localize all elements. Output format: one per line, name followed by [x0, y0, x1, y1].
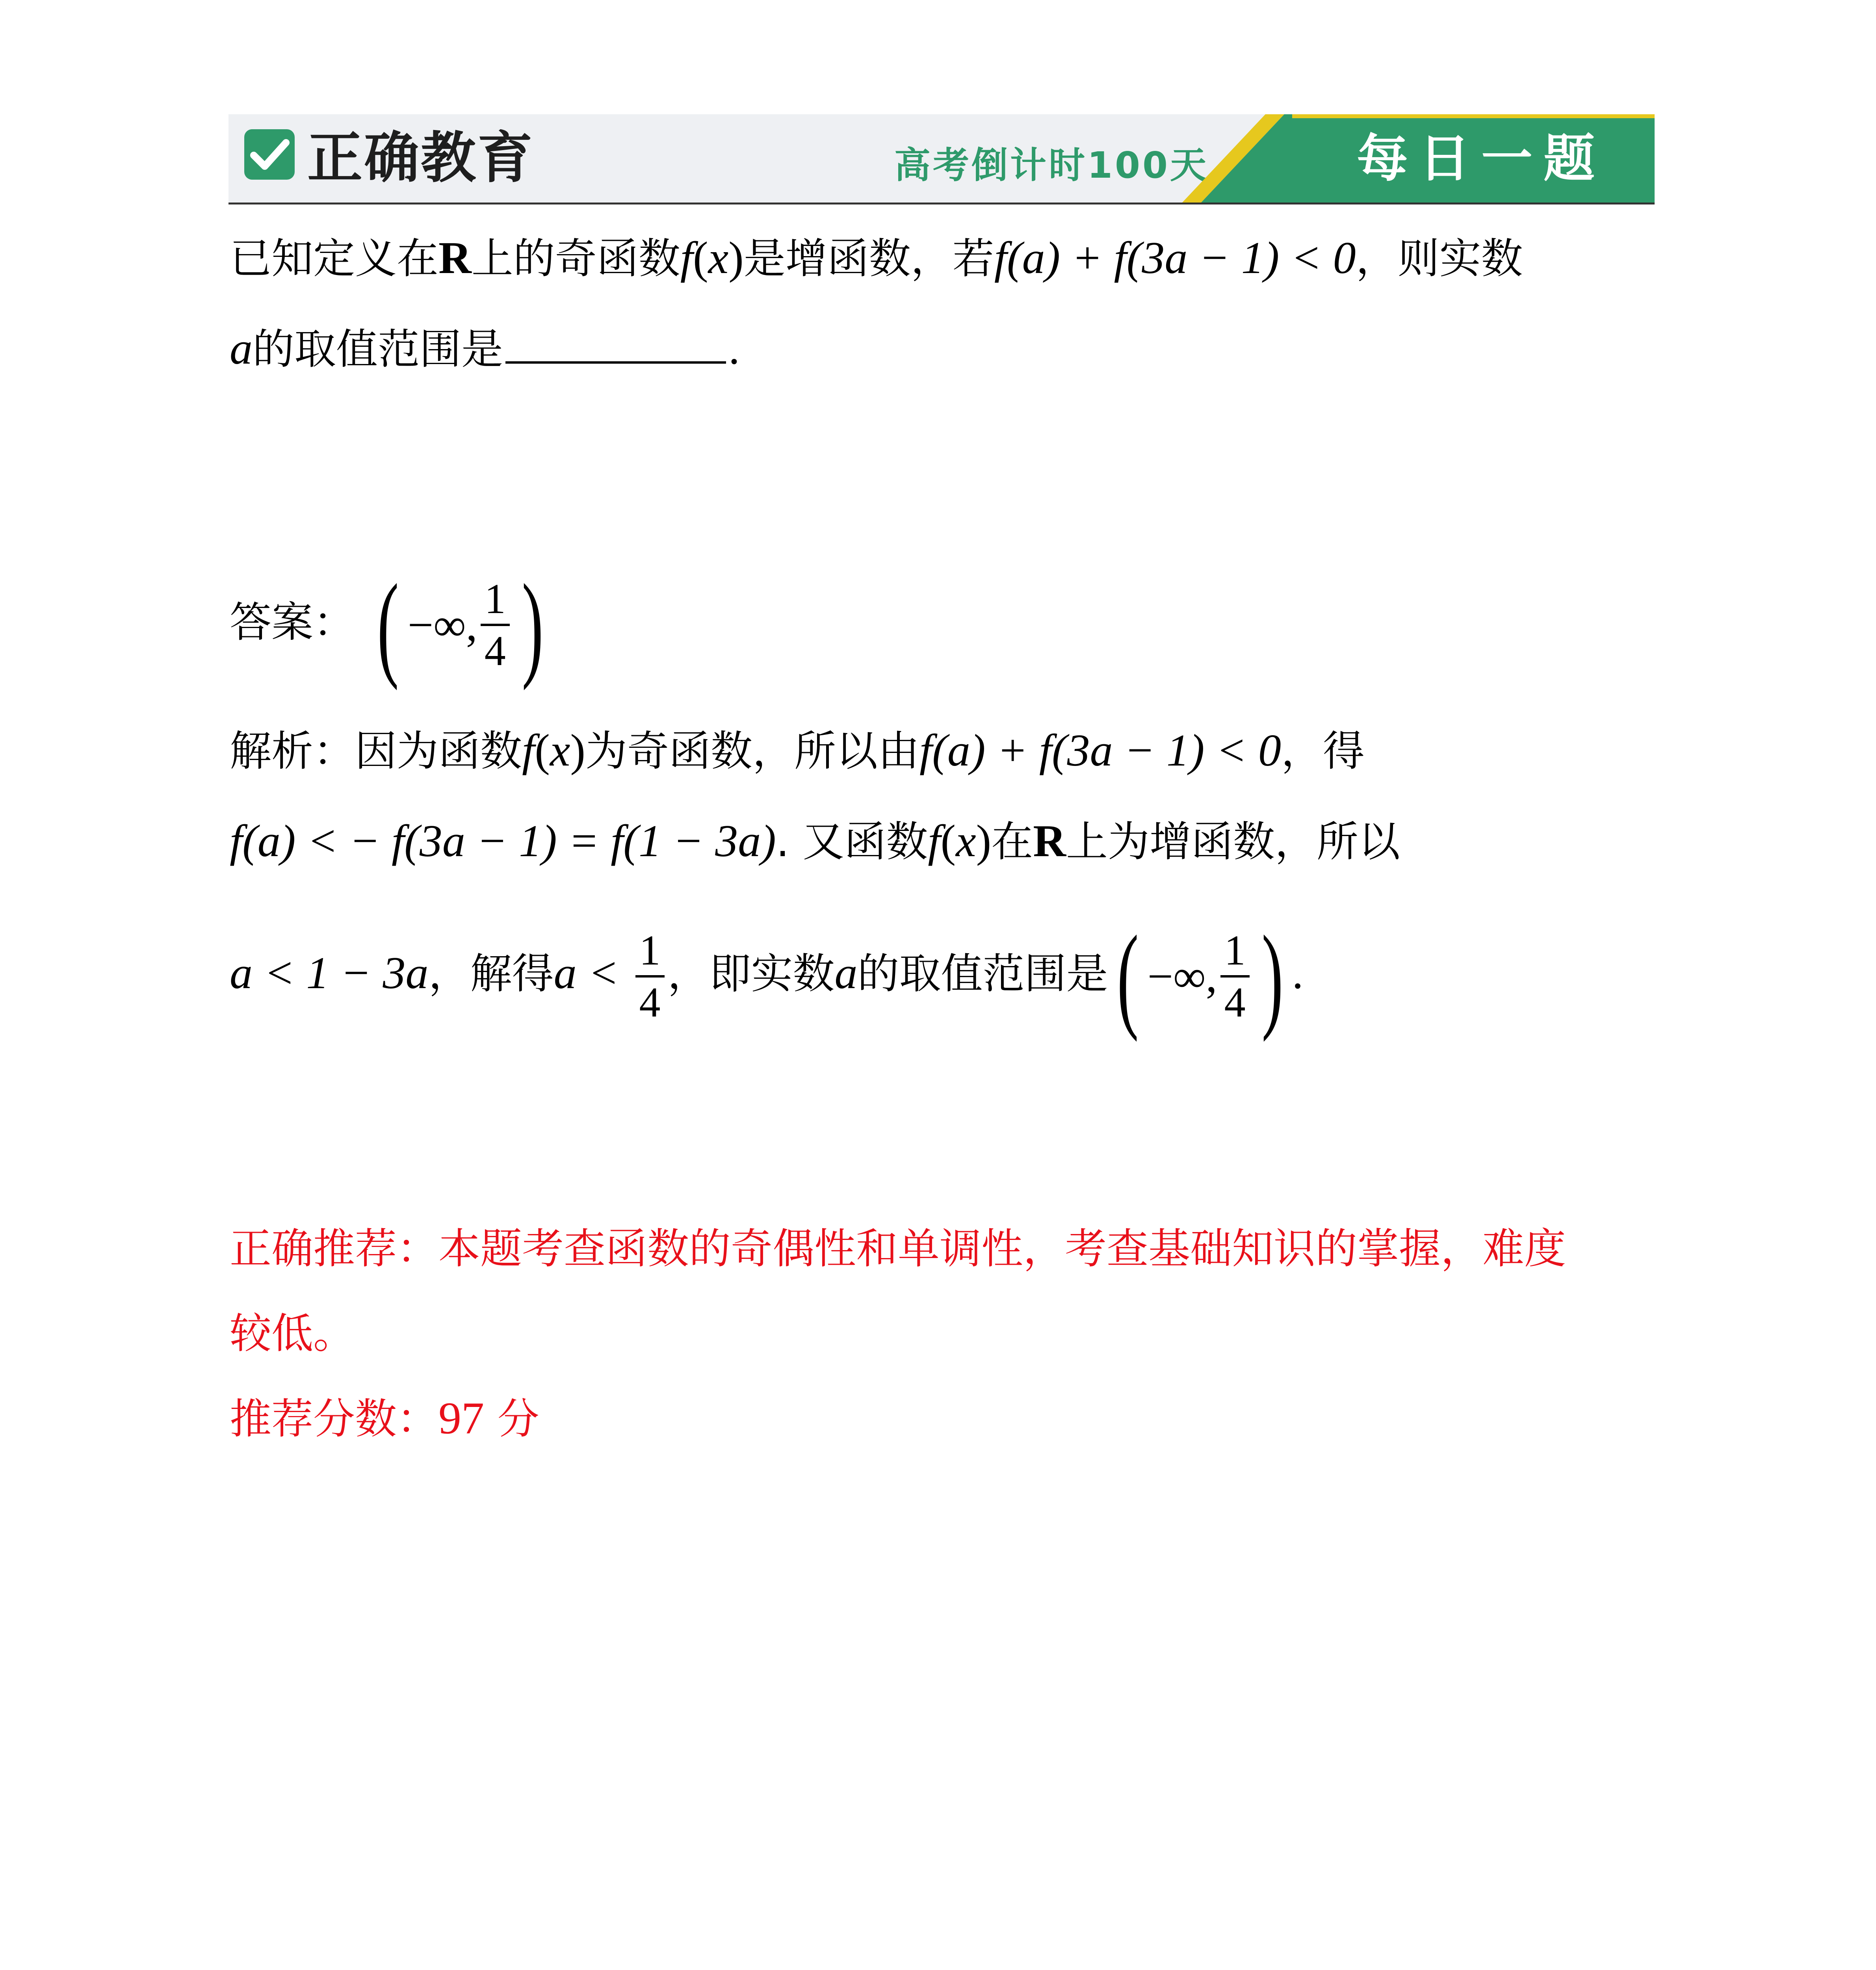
analysis-line-1: 解析：因为函数f(x)为奇函数，所以由f(a) + f(3a − 1) < 0，得 [230, 725, 1365, 776]
header-divider [228, 203, 1655, 204]
answer-interval: ( −∞, $\frac{1}{4}$ ) [377, 560, 544, 691]
countdown-text: 高考倒计时100天 [894, 144, 1209, 186]
answer-label: 答案： [230, 598, 355, 647]
brand-name: 正确教育 [307, 126, 535, 190]
analysis-line-2: f(a) < − f(3a − 1) = f(1 − 3a). 又函数f(x)在R上为增函数，所以 [230, 816, 1400, 866]
question-line-2: a的取值范围是 . [230, 323, 740, 374]
analysis-label: 解析： [230, 727, 355, 775]
answer-fraction: $\frac{1}{4}$ [481, 578, 510, 673]
header-banner [228, 114, 1655, 203]
answer-blank [505, 323, 726, 364]
analysis-line-3: a < 1 − 3a，解得a < $\frac{1}{4}$ ，即实数a的取值范围是 ( −∞, $\frac{1}{4}$ ) . [230, 911, 1304, 1043]
recommendation-line-2: 较低。 [230, 1309, 355, 1358]
recommendation-line-1: 正确推荐：本题考查函数的奇偶性和单调性，考查基础知识的掌握，难度 [230, 1225, 1566, 1273]
analysis-interval: ( −∞, $\frac{1}{4}$ ) [1117, 911, 1283, 1043]
daily-question-title: 每日一题 [1356, 128, 1606, 188]
analysis-fraction-1: $\frac{1}{4}$ [635, 929, 665, 1024]
question-line-1: 已知定义在R上的奇函数f(x)是增函数，若f(a) + f(3a − 1) < 0，则实数 [230, 233, 1523, 283]
answer-line [230, 560, 552, 691]
recommendation-score: 推荐分数：97 分 [230, 1393, 539, 1444]
